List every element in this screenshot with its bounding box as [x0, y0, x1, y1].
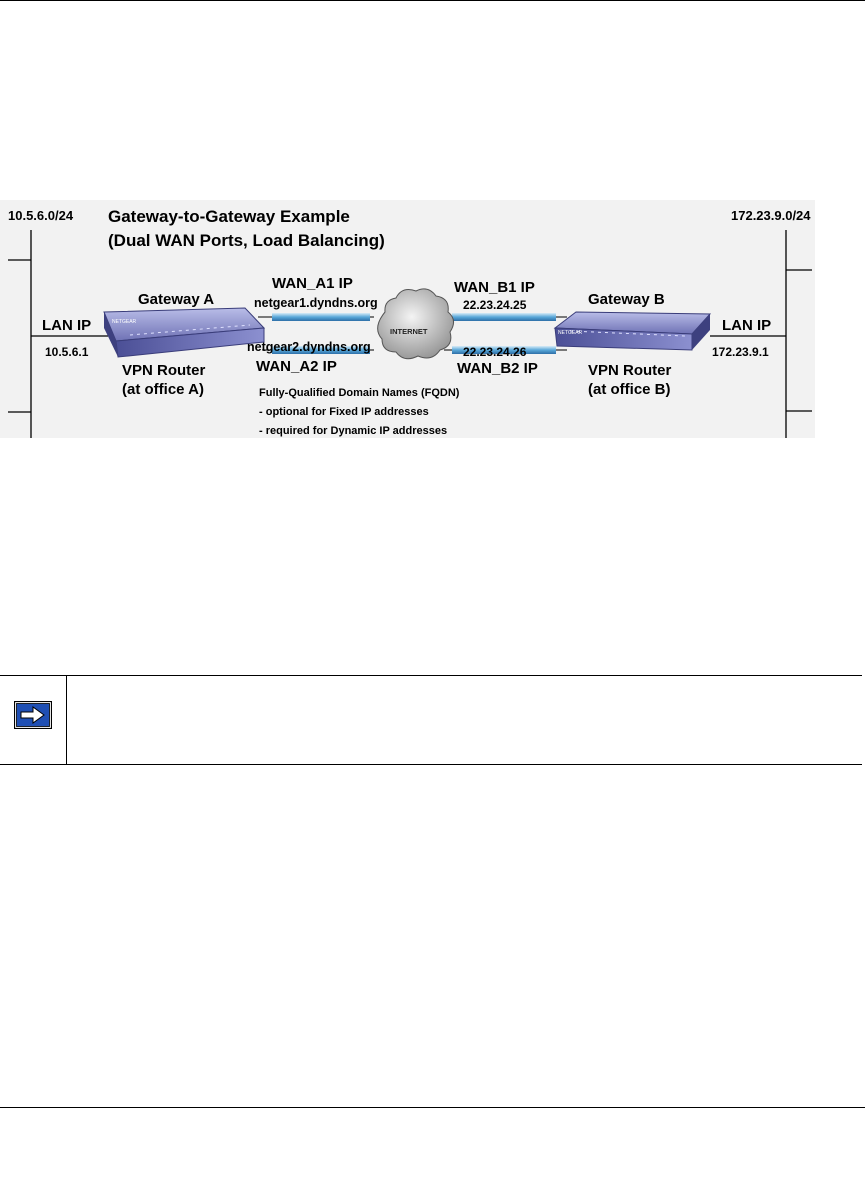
internet-label: INTERNET	[390, 327, 428, 336]
gateway-a-lan-ip: 10.5.6.1	[45, 345, 89, 359]
wan-a1-label: WAN_A1 IP	[272, 275, 353, 292]
wan-b2-label: WAN_B2 IP	[457, 360, 538, 377]
gateway-b-router-icon	[555, 312, 710, 350]
gateway-b-brand: NETGEAR	[558, 330, 583, 336]
wan-a1-value: netgear1.dyndns.org	[254, 296, 378, 310]
gateway-a-lan-label: LAN IP	[42, 317, 92, 334]
gateway-b-lan-ip: 172.23.9.1	[712, 345, 769, 359]
right-subnet-label: 172.23.9.0/24	[731, 208, 811, 223]
gateway-b-role: VPN Router	[588, 362, 672, 379]
gateway-b-lan-label: LAN IP	[722, 317, 772, 334]
fqdn-line-2: - required for Dynamic IP addresses	[259, 425, 448, 437]
note-box	[0, 675, 862, 765]
gateway-b-location: (at office B)	[588, 381, 671, 398]
footer-rule	[0, 1107, 865, 1108]
wan-b1-label: WAN_B1 IP	[454, 279, 535, 296]
wan-a2-label: WAN_A2 IP	[256, 358, 337, 375]
fqdn-title: Fully-Qualified Domain Names (FQDN)	[259, 387, 460, 399]
gateway-diagram	[0, 200, 865, 440]
note-icon-cell	[0, 676, 67, 764]
left-subnet-label: 10.5.6.0/24	[8, 208, 74, 223]
gateway-b-name: Gateway B	[588, 291, 665, 308]
wan-b2-value: 22.23.24.26	[463, 345, 527, 359]
gateway-a-name: Gateway A	[138, 291, 215, 308]
wan-a2-value: netgear2.dyndns.org	[247, 340, 371, 354]
gateway-a-location: (at office A)	[122, 381, 204, 398]
header-rule	[0, 0, 865, 1]
diagram-subtitle: (Dual WAN Ports, Load Balancing)	[108, 231, 385, 250]
arrow-right-icon	[14, 701, 52, 729]
fqdn-line-1: - optional for Fixed IP addresses	[259, 406, 429, 418]
gateway-a-role: VPN Router	[122, 362, 206, 379]
diagram-title: Gateway-to-Gateway Example	[108, 207, 350, 226]
gateway-a-brand: NETGEAR	[112, 319, 137, 325]
wan-b1-value: 22.23.24.25	[463, 298, 527, 312]
wan-a1-link	[272, 313, 370, 321]
wan-b1-link	[452, 313, 556, 321]
